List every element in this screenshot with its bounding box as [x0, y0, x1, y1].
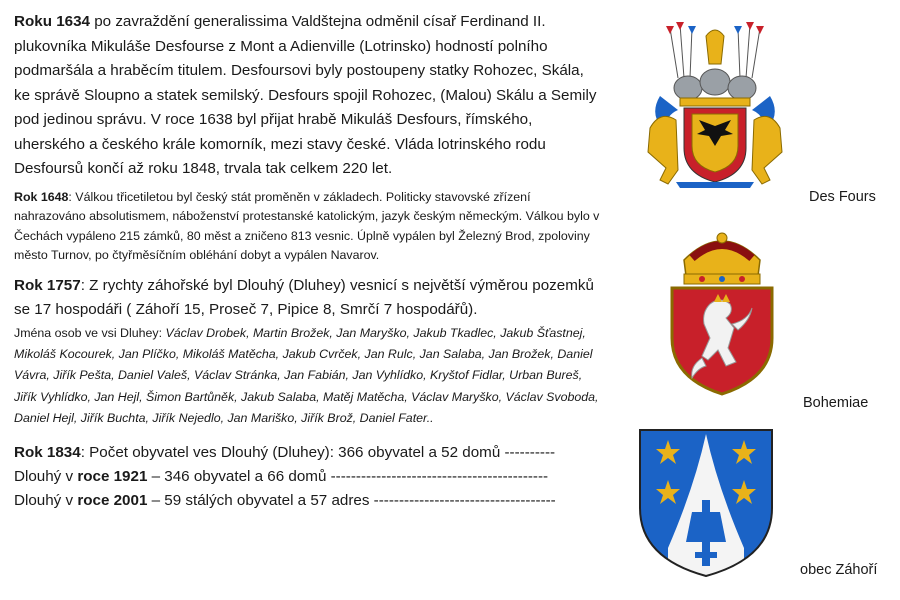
names-list [14, 323, 604, 429]
population-1921 [14, 465, 604, 489]
text-2001: – 59 stálých obyvatel a 57 adres ------------------------------------ [147, 492, 556, 510]
zahori-coat-of-arms-icon [638, 428, 774, 578]
year-1834: Rok 1834 [14, 444, 81, 462]
paragraph-1757 [14, 274, 604, 323]
population-2001 [14, 489, 604, 513]
prefix-2001: Dlouhý v [14, 492, 78, 510]
year-1648: Rok 1648 [14, 189, 69, 204]
names-intro: Jména osob ve vsi Dluhey: [14, 325, 166, 340]
paragraph-1648 [14, 188, 604, 266]
bohemia-coat-of-arms-icon [662, 228, 782, 398]
text-1634: po zavraždění generalissima Valdštejna odměnil císař Ferdinand II. plukovníka Mikuláše Desfourse z Mont a Adienville (Lotrinsko) hodností polního podmaršála a hraběcím titulem. Desfoursovi byly postoupeny statky Rohozec, Skála, ke správě Sloupno a statek semilský. Desfours spojil Rohozec, (Malou) Skálu a Semily pod jedinou správu. V roce 1638 byl přijat hrabě Mikuláš Desfours, římského, uherského a českého krále komorník, mezi stavy české. Vláda lotrinského rodu Desfoursů končí až roku 1848, trvala tak celkem 220 let. [14, 13, 597, 177]
prefix-1921: Dlouhý v [14, 468, 78, 486]
caption-desfours: Des Fours [809, 189, 876, 205]
paragraph-1634 [14, 10, 604, 182]
caption-bohemiae: Bohemiae [803, 395, 869, 411]
population-table [14, 441, 604, 513]
year-1757: Rok 1757 [14, 276, 81, 294]
text-1757: : Z rychty záhořské byl Dlouhý (Dluhey) vesnicí s největší výměrou pozemků se 17 hospodáři ( Záhoří 15, Proseč 7, Pipice 8, Smrčí 7 hospodářů). [14, 276, 594, 319]
year-2001: roce 2001 [77, 492, 148, 510]
text-1834: : Počet obyvatel ves Dlouhý (Dluhey): 366 obyvatel a 52 domů ---------- [80, 444, 556, 462]
text-1921: – 346 obyvatel a 66 domů ------------------------------------------- [147, 468, 549, 486]
text-column [14, 10, 604, 513]
names: Václav Drobek, Martin Brožek, Jan Maryško, Jakub Tkadlec, Jakub Šťastnej, Mikoláš Kocourek, Jan Plíčko, Mikoláš Matěcha, Jakub Cvrček, Jan Rulc, Jan Salaba, Jan Brožek, Daniel Vávra, Jiřík Pešta, Daniel Valeš, Václav Stránka, Jan Fabián, Jan Vyhlídko, Kryštof Fidlar, Urban Bureš, Jiřík Vyhlídko, Jan Hejl, Šimon Bartůněk, Jakub Salaba, Matěj Matěcha, Václav Maryško, Václav Svoboda, Daniel Hejl, Jiřík Buchta, Jiřík Nejedlo, Jan Mariško, Jiřík Brož, Daniel Fater.. [14, 325, 599, 426]
year-1921: roce 1921 [77, 468, 148, 486]
year-1634: Roku 1634 [14, 13, 90, 30]
caption-zahori: obec Záhoří [800, 562, 878, 578]
population-1834 [14, 441, 604, 465]
text-1648: : Válkou třicetiletou byl český stát proměněn v základech. Politicky stavovské zřízení nahrazováno absolutismem, náboženství protestanské katolickým, jazyk českým německým. Válkou bylo v Čechách vypáleno 215 zámků, 80 měst a zničeno 813 vesnic. Úplně vypálen byl Železný Brod, zpoloviny město Turnov, po čtyřměsíčním obléhání dobyt a vypálen Navarov. [14, 189, 600, 263]
desfours-coat-of-arms-icon [640, 18, 790, 188]
